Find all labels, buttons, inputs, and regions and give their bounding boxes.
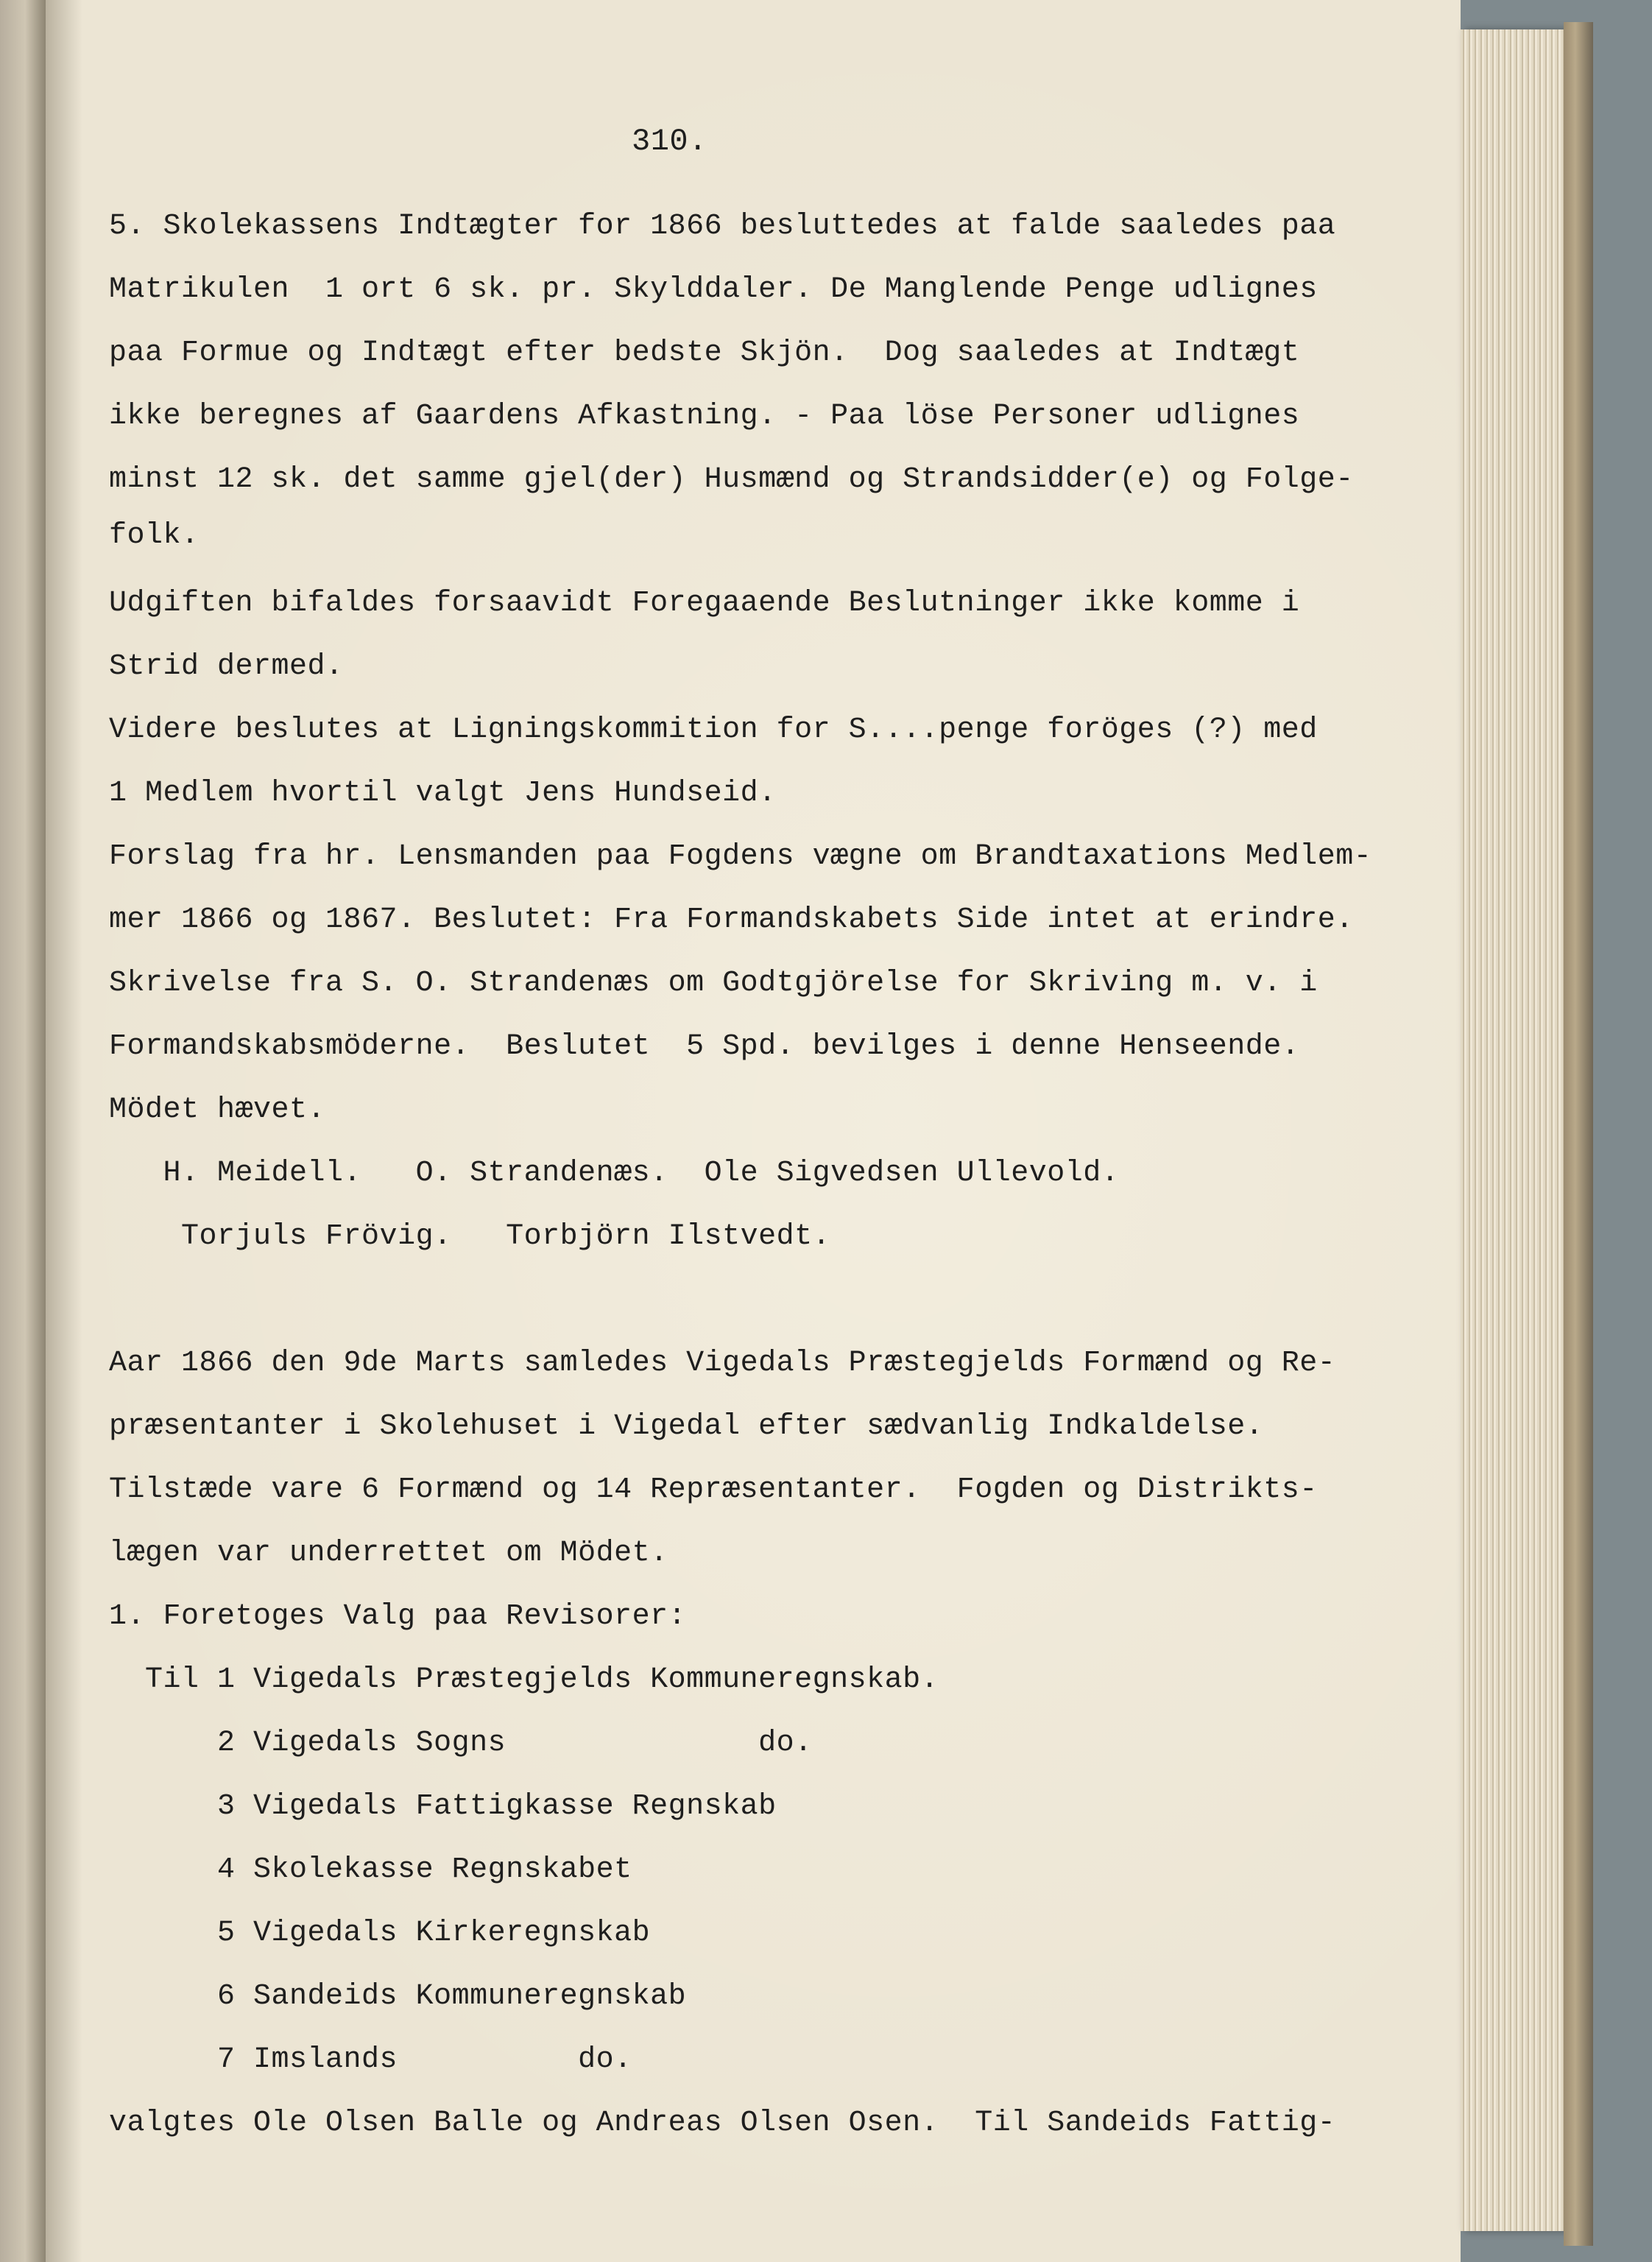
list-item: 5 Vigedals Kirkeregnskab [109, 1917, 651, 1950]
text-line: folk. [109, 519, 200, 552]
text-line: 5. Skolekassens Indtægter for 1866 besluttedes at falde saaledes paa [109, 210, 1336, 243]
text-line: Skrivelse fra S. O. Strandenæs om Godtgjörelse for Skriving m. v. i [109, 967, 1318, 1000]
book-cover-edge [1564, 22, 1593, 2246]
text-line: Matrikulen 1 ort 6 sk. pr. Skylddaler. De Manglende Penge udlignes [109, 273, 1318, 306]
list-item: 3 Vigedals Fattigkasse Regnskab [109, 1790, 777, 1823]
list-item: 2 Vigedals Sogns do. [109, 1727, 813, 1760]
text-line: paa Formue og Indtægt efter bedste Skjön. Dog saaledes at Indtægt [109, 337, 1300, 370]
previous-page-edge [0, 0, 46, 2262]
signature-line: H. Meidell. O. Strandenæs. Ole Sigvedsen Ullevold. [109, 1157, 1120, 1190]
list-item: 6 Sandeids Kommuneregnskab [109, 1980, 687, 2013]
text-line: lægen var underrettet om Mödet. [109, 1537, 668, 1570]
signature-line: Torjuls Frövig. Torbjörn Ilstvedt. [109, 1220, 831, 1253]
list-item: Til 1 Vigedals Præstegjelds Kommuneregnskab. [109, 1663, 939, 1696]
list-item: 7 Imslands do. [109, 2043, 632, 2076]
text-line: Aar 1866 den 9de Marts samledes Vigedals Præstegjelds Formænd og Re- [109, 1347, 1336, 1380]
page-number: 310. [632, 124, 707, 159]
text-line: mer 1866 og 1867. Beslutet: Fra Formandskabets Side intet at erindre. [109, 903, 1354, 937]
text-line: Forslag fra hr. Lensmanden paa Fogdens vægne om Brandtaxations Medlem- [109, 840, 1372, 873]
text-line: minst 12 sk. det samme gjel(der) Husmænd og Strandsidder(e) og Folge- [109, 463, 1354, 496]
text-line: valgtes Ole Olsen Balle og Andreas Olsen Osen. Til Sandeids Fattig- [109, 2107, 1336, 2140]
text-line: Mödet hævet. [109, 1093, 326, 1127]
text-line: Tilstæde vare 6 Formænd og 14 Repræsentanter. Fogden og Distrikts- [109, 1473, 1318, 1507]
text-line: ikke beregnes af Gaardens Afkastning. - Paa löse Personer udlignes [109, 400, 1300, 433]
text-line: Formandskabsmöderne. Beslutet 5 Spd. bevilges i denne Henseende. [109, 1030, 1300, 1063]
text-line: Strid dermed. [109, 650, 344, 683]
text-line: Videre beslutes at Ligningskommition for S....penge foröges (?) med [109, 714, 1318, 747]
page-stack-edges [1461, 29, 1568, 2231]
text-line: 1. Foretoges Valg paa Revisorer: [109, 1600, 687, 1633]
text-line: præsentanter i Skolehuset i Vigedal efter sædvanlig Indkaldelse. [109, 1410, 1264, 1443]
list-item: 4 Skolekasse Regnskabet [109, 1853, 632, 1886]
text-line: Udgiften bifaldes forsaavidt Foregaaende Beslutninger ikke komme i [109, 587, 1300, 620]
text-line: 1 Medlem hvortil valgt Jens Hundseid. [109, 777, 777, 810]
